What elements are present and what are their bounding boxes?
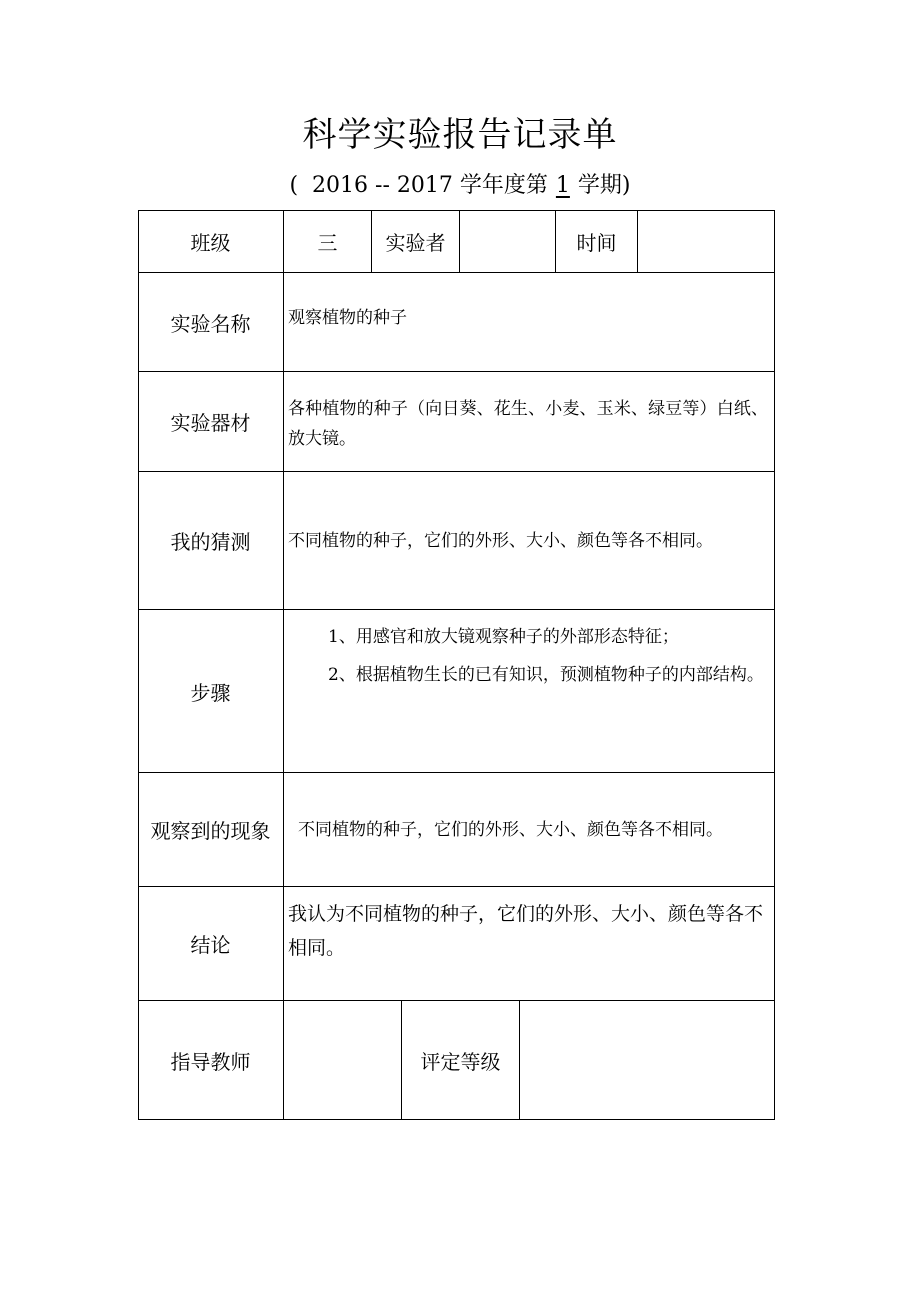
- grade-label: 评定等级: [402, 1001, 520, 1120]
- experimenter-label: 实验者: [372, 210, 460, 273]
- step-item: 1、用感官和放大镜观察种子的外部形态特征；: [328, 627, 679, 647]
- school-year-line: [0, 170, 920, 202]
- step-item: 2、根据植物生长的已有知识，预测植物种子的内部结构。: [328, 665, 764, 685]
- conclusion-value[interactable]: 我认为不同植物的种子，它们的外形、大小、颜色等各不相同。: [284, 887, 775, 1001]
- term-suffix: 学期): [577, 173, 631, 198]
- class-value[interactable]: 三: [284, 210, 372, 273]
- experimenter-value[interactable]: [460, 210, 556, 273]
- teacher-value[interactable]: [284, 1001, 402, 1120]
- school-year-range: ( 2016 -- 2017: [289, 173, 453, 198]
- page-title: 科学实验报告记录单: [302, 115, 618, 155]
- steps-value[interactable]: [284, 610, 775, 773]
- guess-value[interactable]: 不同植物的种子，它们的外形、大小、颜色等各不相同。: [284, 472, 775, 610]
- observed-label: 观察到的现象: [138, 773, 284, 887]
- guess-label: 我的猜测: [138, 472, 284, 610]
- materials-label: 实验器材: [138, 372, 284, 472]
- materials-value[interactable]: 各种植物的种子（向日葵、花生、小麦、玉米、绿豆等）白纸、放大镜。: [284, 372, 775, 472]
- time-label: 时间: [556, 210, 638, 273]
- class-label: 班级: [138, 210, 284, 273]
- time-value[interactable]: [638, 210, 775, 273]
- observed-value[interactable]: 不同植物的种子，它们的外形、大小、颜色等各不相同。: [284, 773, 775, 887]
- experiment-name-label: 实验名称: [138, 273, 284, 372]
- conclusion-label: 结论: [138, 887, 284, 1001]
- steps-label: 步骤: [138, 610, 284, 773]
- school-year-suffix: 学年度第: [459, 173, 548, 198]
- experiment-name-value[interactable]: 观察植物的种子: [284, 273, 775, 372]
- term-number[interactable]: 1: [555, 173, 570, 198]
- report-table: [138, 210, 775, 1120]
- teacher-label: 指导教师: [138, 1001, 284, 1120]
- grade-value[interactable]: [520, 1001, 775, 1120]
